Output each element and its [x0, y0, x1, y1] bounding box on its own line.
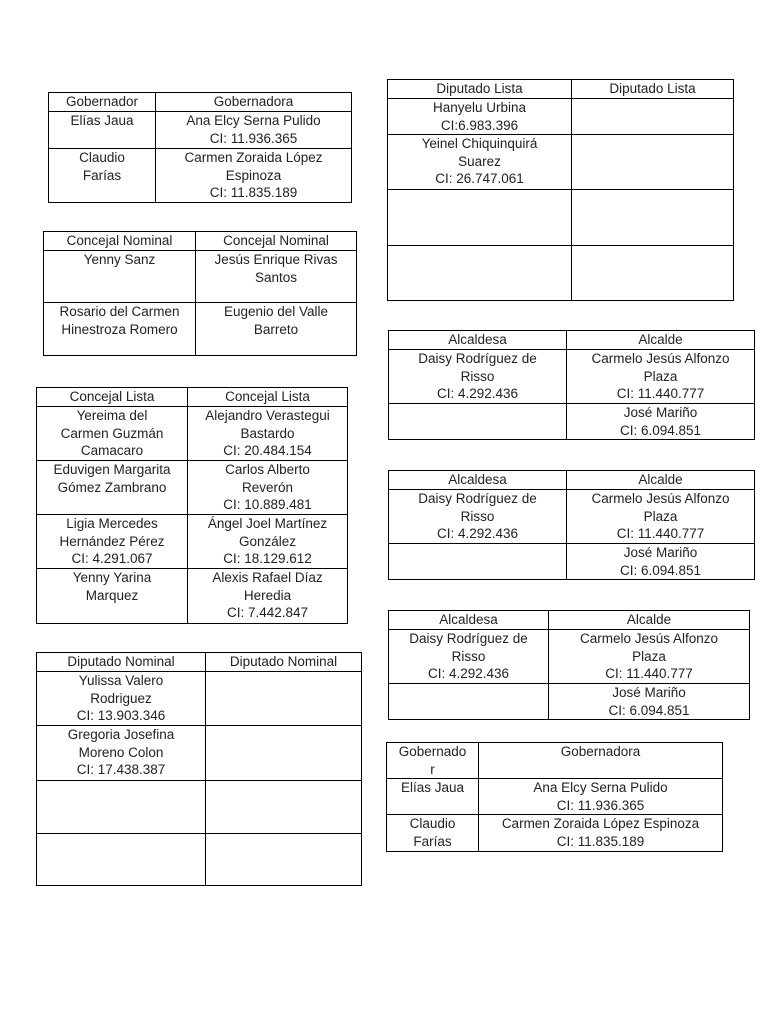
table-cell: [37, 672, 206, 726]
cell-text-line: CI: 4.291.067: [71, 551, 153, 566]
table-cell: [206, 672, 362, 726]
column-header-label: Concejal Lista: [225, 389, 310, 404]
table-row: [387, 815, 723, 852]
column-header-label: Diputado Lista: [436, 81, 523, 96]
cell-text-line: Espinoza: [225, 167, 282, 183]
cell-text-line: Eugenio del Valle: [223, 304, 329, 319]
cell-text-line: Alejandro Verastegui: [205, 408, 330, 423]
table-cell: [567, 544, 755, 580]
table-cell: [37, 569, 188, 624]
cell-text-line: Plaza: [643, 508, 678, 524]
table-cell: [567, 404, 755, 440]
column-header-label: Concejal Nominal: [66, 233, 173, 248]
cell-text-line: Hanyelu Urbina: [432, 100, 527, 115]
cell-text-line: CI: 4.292.436: [436, 386, 519, 401]
header-row: [388, 80, 734, 99]
column-header: [389, 471, 567, 490]
table-cell: [389, 404, 567, 440]
column-header-label: Alcaldesa: [448, 332, 507, 347]
cell-text-line: CI: 18.129.612: [223, 551, 312, 566]
header-row: [37, 653, 362, 672]
cell-text-line: CI: 11.440.777: [616, 526, 705, 541]
cell-text-line: Jesús Enrique Rivas: [214, 252, 338, 267]
table-cell: [479, 815, 723, 852]
table-cell: [388, 246, 572, 301]
cell-text-line: Yenny Yarina: [72, 570, 152, 585]
cell-text-line: Yulissa Valero: [78, 673, 164, 688]
table-row: [37, 407, 348, 461]
cell-text-line: Farías: [82, 167, 122, 183]
table-cell: [572, 99, 734, 135]
table-row: [37, 569, 348, 624]
table-row: [389, 490, 755, 544]
table-cell: [549, 684, 750, 720]
cell-text-line: CI: 11.835.189: [556, 833, 645, 849]
gobernador-table-top: [48, 92, 352, 203]
cell-text-line: Rosario del Carmen: [59, 304, 180, 319]
cell-text-line: Risso: [460, 508, 495, 524]
column-header: [49, 93, 156, 112]
cell-text-line: Carmen Zoraida López: [184, 150, 323, 165]
column-header: [188, 388, 348, 407]
table-cell: [188, 515, 348, 569]
cell-text-line: Elías Jaua: [400, 780, 465, 795]
cell-text-line: Risso: [460, 368, 495, 384]
cell-text-line: CI: 11.936.365: [556, 797, 645, 813]
cell-text-line: CI: 4.292.436: [427, 666, 510, 681]
header-row: [37, 388, 348, 407]
table-row: [37, 834, 362, 886]
column-header-label: Alcaldesa: [448, 472, 507, 487]
table-row: [389, 684, 750, 720]
table-cell: [37, 781, 206, 834]
table-cell: [389, 630, 549, 684]
cell-text-line: CI: 4.292.436: [436, 526, 519, 541]
cell-text-line: CI: 11.936.365: [209, 130, 298, 146]
table-cell: [567, 490, 755, 544]
column-header-label: Diputado Nominal: [67, 654, 175, 669]
cell-text-line: Yeinel Chiquinquirá: [421, 136, 538, 151]
table-cell: [37, 515, 188, 569]
column-header: [206, 653, 362, 672]
column-header: [37, 653, 206, 672]
header-row: [44, 232, 357, 251]
table-cell: [188, 461, 348, 515]
header-row: [389, 331, 755, 350]
column-header: [389, 611, 549, 630]
table-cell: [572, 135, 734, 190]
table-cell: [387, 779, 479, 815]
column-header-wrap: r: [430, 761, 435, 777]
cell-text-line: Heredia: [243, 587, 292, 603]
table-cell: [49, 112, 156, 149]
header-row: [387, 743, 723, 779]
column-header-label: Gobernador: [65, 94, 139, 109]
column-header: [44, 232, 196, 251]
cell-text-line: CI: 13.903.346: [76, 708, 166, 723]
column-header-label: Alcaldesa: [439, 612, 498, 627]
column-header-label: Alcalde: [626, 612, 672, 627]
cell-text-line: Alexis Rafael Díaz: [212, 570, 323, 585]
table-cell: [37, 834, 206, 886]
table-cell: [37, 407, 188, 461]
table-cell: [156, 112, 352, 149]
cell-text-line: Camacaro: [80, 443, 144, 458]
cell-text-line: CI: 6.094.851: [619, 422, 702, 438]
column-header-label: Gobernadora: [560, 744, 641, 759]
cell-text-line: Plaza: [643, 368, 678, 384]
cell-text-line: Yenny Sanz: [83, 252, 156, 267]
cell-text-line: Carmen Zoraida López Espinoza: [501, 816, 700, 831]
cell-text-line: Carmelo Jesús Alfonzo: [591, 351, 730, 366]
cell-text-line: Claudio: [409, 816, 456, 831]
column-header: [567, 331, 755, 350]
column-header-label: Diputado Lista: [609, 81, 696, 96]
table-cell: [389, 350, 567, 404]
table-cell: [389, 684, 549, 720]
table-cell: [44, 303, 196, 356]
cell-text-line: Gómez Zambrano: [57, 479, 167, 495]
table-row: [387, 779, 723, 815]
table-cell: [388, 135, 572, 190]
table-cell: [156, 149, 352, 203]
column-header-label: Gobernado: [398, 744, 467, 759]
column-header: [567, 471, 755, 490]
cell-text-line: CI: 7.442.847: [226, 605, 309, 620]
column-header-label: Concejal Lista: [69, 389, 155, 404]
header-row: [389, 611, 750, 630]
cell-text-line: Marquez: [85, 587, 139, 603]
concejal-lista-table: [36, 387, 348, 624]
cell-text-line: Gregoria Josefina: [67, 727, 175, 742]
cell-text-line: Eduvigen Margarita: [53, 462, 171, 477]
cell-text-line: Carmen Guzmán: [60, 425, 164, 441]
cell-text-line: Ana Elcy Serna Pulido: [186, 113, 321, 128]
cell-text-line: Carmelo Jesús Alfonzo: [579, 631, 719, 646]
cell-text-line: Hernández Pérez: [59, 533, 165, 549]
cell-text-line: CI: 11.440.777: [605, 666, 693, 681]
alcalde-table-3: [388, 610, 750, 720]
table-row: [388, 99, 734, 135]
cell-text-line: CI: 11.440.777: [616, 386, 705, 401]
table-cell: [188, 407, 348, 461]
table-row: [44, 251, 357, 303]
column-header: [572, 80, 734, 99]
table-row: [389, 544, 755, 580]
cell-text-line: Rodriguez: [90, 690, 152, 706]
table-cell: [567, 350, 755, 404]
cell-text-line: CI:6.983.396: [440, 117, 519, 133]
column-header: [479, 743, 723, 779]
table-row: [389, 630, 750, 684]
table-cell: [572, 246, 734, 301]
table-row: [388, 190, 734, 246]
column-header-label: Alcalde: [638, 332, 683, 347]
column-header: [387, 743, 479, 779]
table-row: [37, 515, 348, 569]
column-header: [549, 611, 750, 630]
cell-text-line: CI: 20.484.154: [223, 443, 312, 458]
table-cell: [49, 149, 156, 203]
column-header: [196, 232, 357, 251]
header-row: [389, 471, 755, 490]
cell-text-line: Suarez: [458, 153, 501, 169]
cell-text-line: José Mariño: [612, 685, 686, 700]
cell-text-line: Daisy Rodríguez de: [418, 351, 537, 366]
diputado-nominal-table: [36, 652, 362, 886]
table-cell: [206, 834, 362, 886]
cell-text-line: Carlos Alberto: [225, 462, 310, 477]
cell-text-line: CI: 26.747.061: [435, 171, 524, 186]
cell-text-line: Claudio: [79, 150, 125, 165]
cell-text-line: Ángel Joel Martínez: [207, 516, 328, 531]
cell-text-line: Risso: [451, 648, 486, 664]
table-cell: [196, 303, 357, 356]
cell-text-line: Moreno Colon: [78, 744, 164, 760]
cell-text-line: CI: 10.889.481: [223, 497, 312, 512]
cell-text-line: Ana Elcy Serna Pulido: [533, 780, 668, 795]
cell-text-line: Daisy Rodríguez de: [409, 631, 528, 646]
cell-text-line: CI: 6.094.851: [608, 702, 690, 718]
cell-text-line: José Mariño: [623, 545, 698, 560]
column-header: [389, 331, 567, 350]
cell-text-line: Hinestroza Romero: [61, 321, 178, 337]
table-cell: [206, 781, 362, 834]
column-header: [156, 93, 352, 112]
table-cell: [549, 630, 750, 684]
table-cell: [196, 251, 357, 303]
table-cell: [37, 726, 206, 781]
column-header-label: Diputado Nominal: [229, 654, 338, 669]
table-cell: [387, 815, 479, 852]
table-cell: [389, 490, 567, 544]
table-row: [389, 404, 755, 440]
table-cell: [37, 461, 188, 515]
cell-text-line: Reverón: [241, 479, 294, 495]
column-header-label: Alcalde: [638, 472, 683, 487]
table-row: [37, 726, 362, 781]
table-row: [388, 246, 734, 301]
column-header-label: Gobernadora: [213, 94, 294, 109]
header-row: [49, 93, 352, 112]
cell-text-line: Farías: [413, 833, 452, 849]
cell-text-line: José Mariño: [623, 405, 698, 420]
table-row: [44, 303, 357, 356]
cell-text-line: Yereima del: [76, 408, 148, 423]
concejal-nominal-table: [43, 231, 357, 356]
column-header: [37, 388, 188, 407]
column-header: [388, 80, 572, 99]
table-row: [49, 112, 352, 149]
table-row: [37, 781, 362, 834]
cell-text-line: Santos: [254, 269, 298, 285]
diputado-lista-table: [387, 79, 734, 301]
table-cell: [388, 99, 572, 135]
cell-text-line: González: [238, 533, 297, 549]
table-row: [37, 461, 348, 515]
cell-text-line: Carmelo Jesús Alfonzo: [591, 491, 730, 506]
table-row: [389, 350, 755, 404]
table-cell: [206, 726, 362, 781]
column-header-label: Concejal Nominal: [223, 233, 329, 248]
cell-text-line: CI: 6.094.851: [619, 562, 702, 578]
table-cell: [572, 190, 734, 246]
cell-text-line: Barreto: [253, 321, 299, 337]
table-row: [49, 149, 352, 203]
cell-text-line: CI: 11.835.189: [209, 185, 298, 200]
cell-text-line: Plaza: [632, 648, 666, 664]
cell-text-line: Elías Jaua: [70, 113, 134, 128]
table-cell: [388, 190, 572, 246]
gobernador-table-bottom: [386, 742, 723, 852]
table-cell: [389, 544, 567, 580]
table-row: [388, 135, 734, 190]
cell-text-line: Daisy Rodríguez de: [418, 491, 537, 506]
cell-text-line: Bastardo: [240, 425, 295, 441]
alcalde-table-2: [388, 470, 755, 580]
table-cell: [188, 569, 348, 624]
table-row: [37, 672, 362, 726]
cell-text-line: Ligia Mercedes: [66, 516, 158, 531]
table-cell: [44, 251, 196, 303]
cell-text-line: CI: 17.438.387: [76, 762, 166, 777]
alcalde-table-1: [388, 330, 755, 440]
table-cell: [479, 779, 723, 815]
